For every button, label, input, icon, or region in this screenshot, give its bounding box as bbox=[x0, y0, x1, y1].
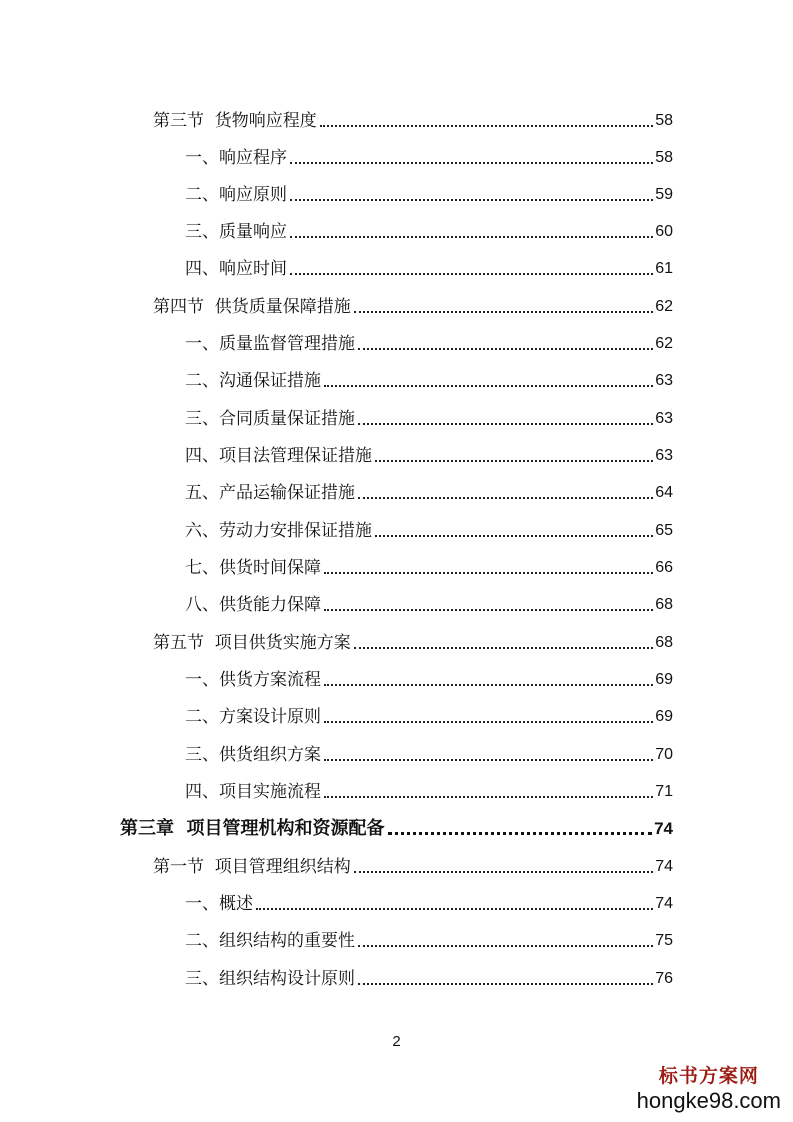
toc-entry-title: 第三章 项目管理机构和资源配备 bbox=[120, 818, 385, 839]
toc-entry[interactable] bbox=[153, 848, 673, 878]
toc-dot-leader bbox=[354, 871, 653, 873]
page-number: 2 bbox=[392, 1033, 401, 1050]
toc-entry[interactable] bbox=[185, 400, 673, 430]
toc-entry-title: 三、组织结构设计原则 bbox=[185, 969, 355, 989]
toc-entry[interactable] bbox=[185, 661, 673, 691]
toc-entry-page: 66 bbox=[655, 559, 673, 576]
toc-dot-leader bbox=[388, 832, 653, 835]
toc-entry-page: 65 bbox=[655, 522, 673, 539]
toc-dot-leader bbox=[290, 199, 653, 201]
toc-entry-title: 一、响应程序 bbox=[185, 148, 287, 168]
toc-entry[interactable] bbox=[185, 437, 673, 467]
toc-entry-page: 71 bbox=[655, 783, 673, 800]
toc-entry[interactable] bbox=[185, 586, 673, 616]
toc-entry[interactable] bbox=[185, 922, 673, 952]
toc-dot-leader bbox=[358, 945, 653, 947]
toc-entry[interactable] bbox=[185, 512, 673, 542]
toc-entry-page: 69 bbox=[655, 708, 673, 725]
toc-entry-page: 63 bbox=[655, 372, 673, 389]
toc-entry[interactable] bbox=[185, 736, 673, 766]
toc-entry-page: 68 bbox=[655, 634, 673, 651]
toc-entry-title: 二、沟通保证措施 bbox=[185, 371, 321, 391]
toc-entry-page: 70 bbox=[655, 746, 673, 763]
toc-dot-leader bbox=[354, 311, 653, 313]
toc-entry[interactable] bbox=[185, 885, 673, 915]
toc-entry-title: 四、项目实施流程 bbox=[185, 782, 321, 802]
toc-dot-leader bbox=[358, 423, 653, 425]
toc-entry[interactable] bbox=[185, 176, 673, 206]
toc-dot-leader bbox=[290, 162, 653, 164]
toc-entry-title: 一、质量监督管理措施 bbox=[185, 334, 355, 354]
toc-dot-leader bbox=[358, 497, 653, 499]
toc-entry-page: 58 bbox=[655, 112, 673, 129]
toc-dot-leader bbox=[324, 759, 653, 761]
toc-dot-leader bbox=[324, 385, 653, 387]
toc-entry-title: 二、组织结构的重要性 bbox=[185, 931, 355, 951]
toc-entry-page: 68 bbox=[655, 596, 673, 613]
watermark-title: 标书方案网 bbox=[658, 1065, 759, 1087]
toc-entry-title: 三、质量响应 bbox=[185, 222, 287, 242]
toc-entry-page: 75 bbox=[655, 932, 673, 949]
toc-entry[interactable] bbox=[153, 624, 673, 654]
toc-entry[interactable] bbox=[185, 549, 673, 579]
toc-entry[interactable] bbox=[153, 102, 673, 132]
toc-entry-title: 第五节 项目供货实施方案 bbox=[153, 633, 351, 653]
toc-entry-title: 二、方案设计原则 bbox=[185, 707, 321, 727]
toc-entry[interactable] bbox=[153, 288, 673, 318]
toc-entry[interactable] bbox=[185, 698, 673, 728]
toc-dot-leader bbox=[358, 983, 653, 985]
toc-entry[interactable] bbox=[185, 362, 673, 392]
toc-dot-leader bbox=[290, 273, 653, 275]
toc-entry-title: 六、劳动力安排保证措施 bbox=[185, 521, 372, 541]
toc-chapter-entry[interactable] bbox=[120, 810, 673, 840]
toc-entry-page: 62 bbox=[655, 335, 673, 352]
toc-entry-page: 74 bbox=[654, 819, 673, 838]
toc-entry[interactable] bbox=[185, 773, 673, 803]
toc-entry-title: 四、项目法管理保证措施 bbox=[185, 446, 372, 466]
toc-dot-leader bbox=[324, 684, 653, 686]
toc-dot-leader bbox=[320, 125, 653, 127]
toc-entry-title: 五、产品运输保证措施 bbox=[185, 483, 355, 503]
toc-entry-title: 一、供货方案流程 bbox=[185, 670, 321, 690]
toc-entry-page: 62 bbox=[655, 298, 673, 315]
toc-dot-leader bbox=[354, 647, 653, 649]
toc-dot-leader bbox=[256, 908, 653, 910]
toc-entry-title: 四、响应时间 bbox=[185, 259, 287, 279]
watermark bbox=[637, 1064, 781, 1114]
toc-entry-page: 76 bbox=[655, 970, 673, 987]
toc-entry-title: 第一节 项目管理组织结构 bbox=[153, 857, 351, 877]
toc-entry-page: 74 bbox=[655, 895, 673, 912]
toc-entry-title: 三、合同质量保证措施 bbox=[185, 409, 355, 429]
toc-entry[interactable] bbox=[185, 325, 673, 355]
toc-dot-leader bbox=[324, 796, 653, 798]
toc-entry-title: 八、供货能力保障 bbox=[185, 595, 321, 615]
toc-entry[interactable] bbox=[185, 213, 673, 243]
toc-dot-leader bbox=[324, 609, 653, 611]
toc-entry-page: 61 bbox=[655, 260, 673, 277]
toc-dot-leader bbox=[324, 721, 653, 723]
toc-entry-page: 58 bbox=[655, 149, 673, 166]
toc-dot-leader bbox=[324, 572, 653, 574]
toc-entry-title: 三、供货组织方案 bbox=[185, 745, 321, 765]
watermark-url: hongke98.com bbox=[636, 1088, 781, 1113]
toc-entry-title: 七、供货时间保障 bbox=[185, 558, 321, 578]
toc-dot-leader bbox=[358, 348, 653, 350]
toc-entry-title: 第四节 供货质量保障措施 bbox=[153, 297, 351, 317]
toc-entry-page: 69 bbox=[655, 671, 673, 688]
toc-dot-leader bbox=[375, 535, 653, 537]
toc-entry[interactable] bbox=[185, 139, 673, 169]
toc-entry[interactable] bbox=[185, 474, 673, 504]
toc-dot-leader bbox=[290, 236, 653, 238]
toc-entry-page: 64 bbox=[655, 484, 673, 501]
toc-entry-page: 59 bbox=[655, 186, 673, 203]
toc-dot-leader bbox=[375, 460, 653, 462]
toc-entry-title: 一、概述 bbox=[185, 894, 253, 914]
toc-entry-page: 63 bbox=[655, 447, 673, 464]
toc-entry-page: 63 bbox=[655, 410, 673, 427]
toc-entry-page: 74 bbox=[655, 858, 673, 875]
toc-entry-page: 60 bbox=[655, 223, 673, 240]
toc-entry-title: 二、响应原则 bbox=[185, 185, 287, 205]
toc-entry-title: 第三节 货物响应程度 bbox=[153, 111, 317, 131]
toc-entry[interactable] bbox=[185, 250, 673, 280]
toc-entry[interactable] bbox=[185, 960, 673, 990]
